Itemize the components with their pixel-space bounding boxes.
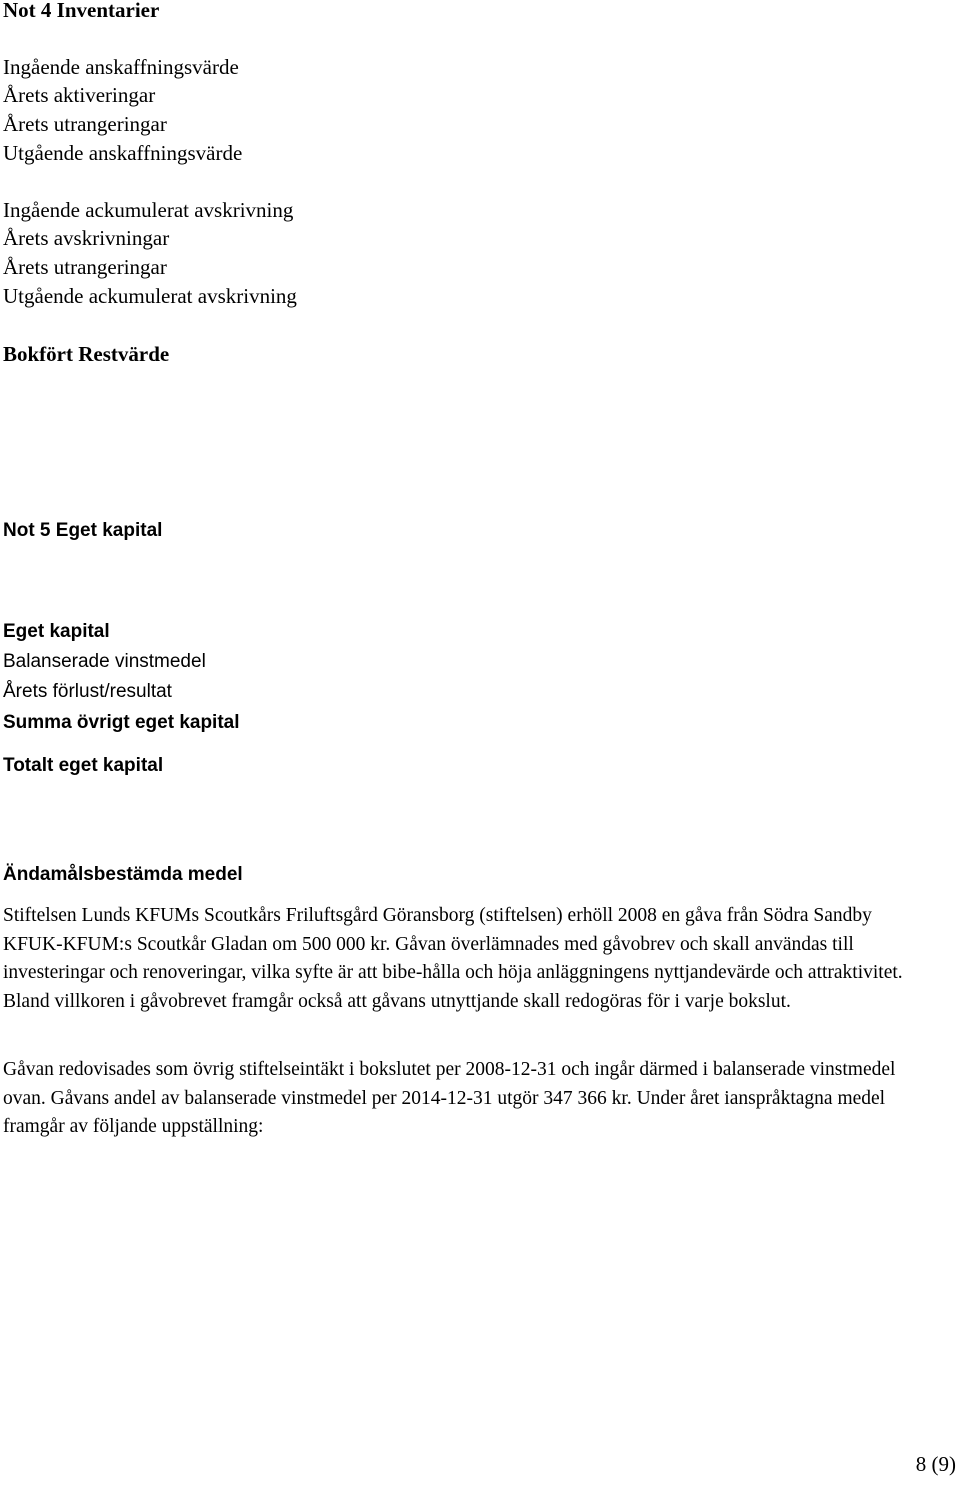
row-label: Utgående ackumulerat avskrivning [3,284,297,308]
designated-funds-heading: Ändamålsbestämda medel [3,864,243,885]
row-label: Utgående anskaffningsvärde [3,141,243,165]
total-label: Bokfört Restvärde [3,342,170,366]
page-number: 8 (9) [915,1452,956,1476]
row-label: Balanserade vinstmedel [3,651,206,672]
row-label: Årets utrangeringar [3,255,167,279]
subtotal-label: Summa övrigt eget kapital [3,712,240,733]
row-label: Ingående anskaffningsvärde [3,55,239,79]
note4-title: Not 4 Inventarier [3,0,160,22]
group-label-text: Eget kapital [3,621,110,642]
designated-paragraph-2: Gåvan redovisades som övrig stiftelseintäkt i bokslutet per 2008-12-31 och ingår därmed i balanserade vinstmedel ovan. Gåvans andel av balanserade vinstmedel per 2014-12-31 utgör 347 366 kr. Under året ianspråktagna medel framgår av följande uppställning: [3,1059,896,1137]
total-label: Totalt eget kapital [3,755,164,776]
note5-title-text: Not 5 Eget kapital [3,520,163,541]
row-label: Årets förlust/resultat [3,681,172,702]
row-label: Årets aktiveringar [3,83,156,107]
designated-paragraph-1: Stiftelsen Lunds KFUMs Scoutkårs Friluftsgård Göransborg (stiftelsen) erhöll 2008 en gåva från Södra Sandby KFUK-KFUM:s Scoutkår Gladan om 500 000 kr. Gåvan överlämnades med gåvobrev och skall användas till investeringar och renoveringar, vilka syfte är att bibe-hålla och höja anläggningens nyttjandevärde och attraktivitet. Bland villkoren i gåvobrevet framgår också att gåvans utnyttjande skall redogöras för i varje bokslut. [3,905,903,1012]
row-label: Ingående ackumulerat avskrivning [3,198,294,222]
row-label: Årets avskrivningar [3,226,170,250]
row-label: Årets utrangeringar [3,112,167,136]
